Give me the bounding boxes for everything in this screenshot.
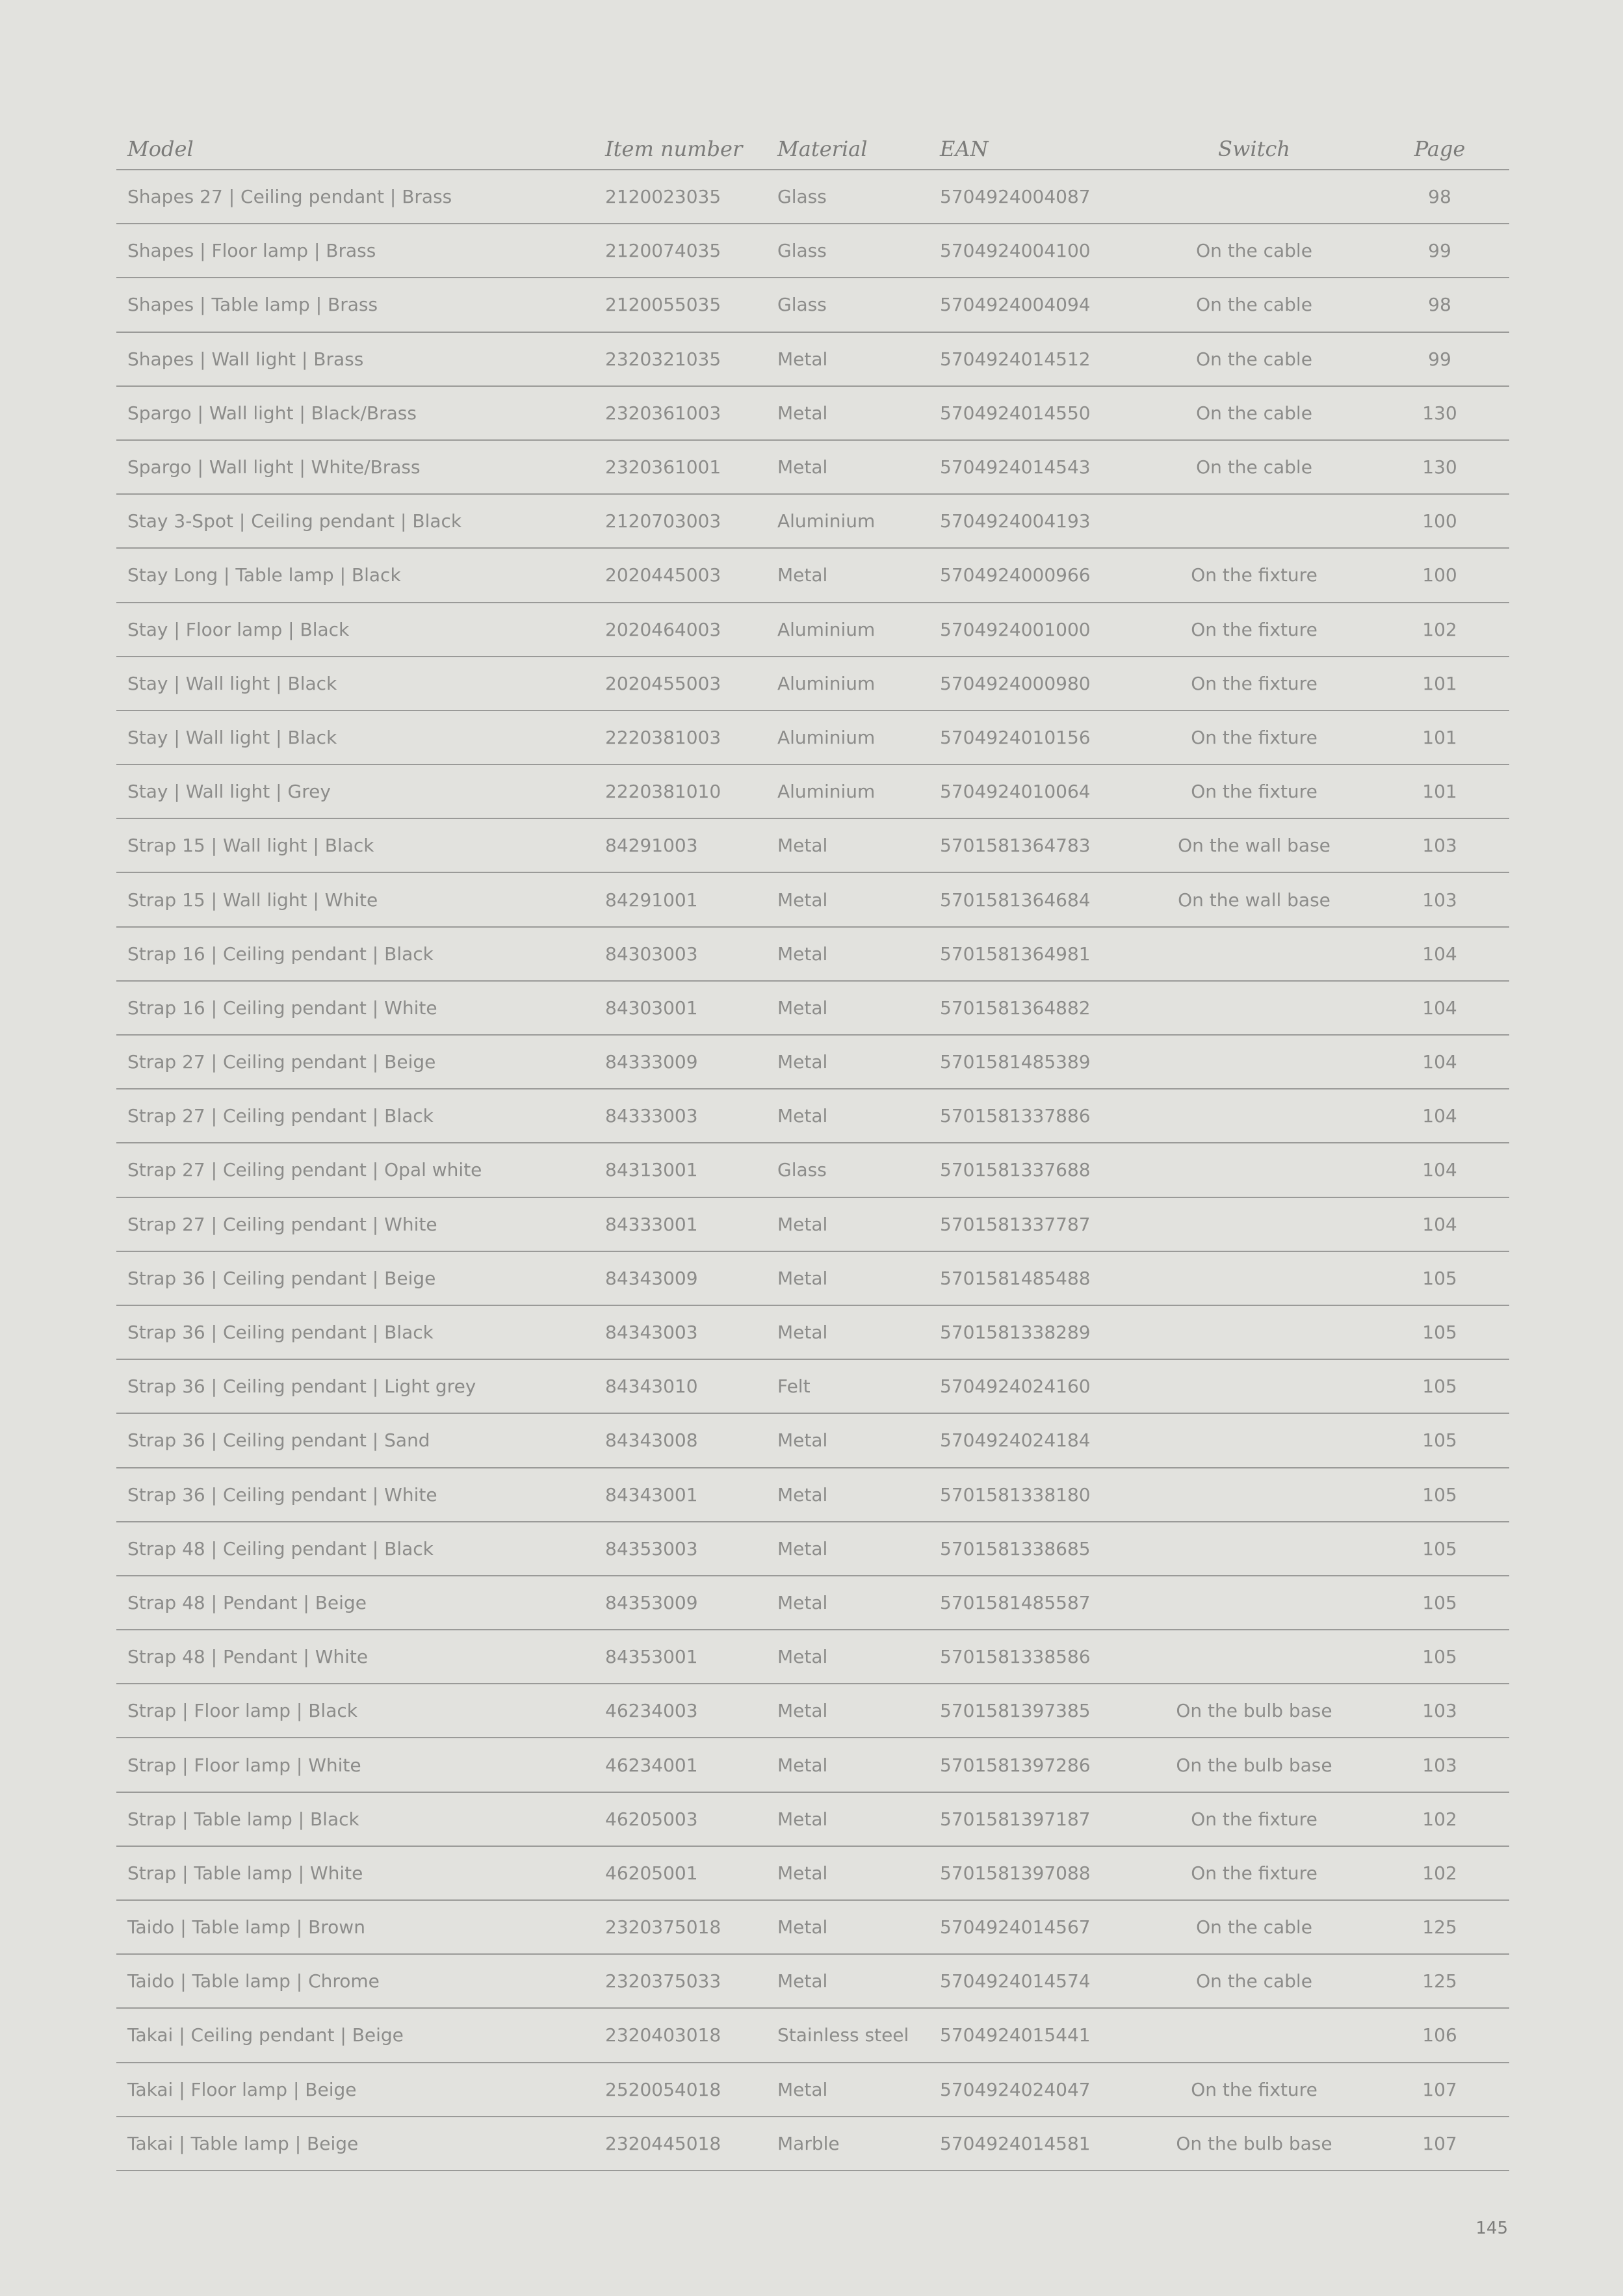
cell-switch: On the bulb base xyxy=(1138,2117,1370,2171)
cell-material: Metal xyxy=(777,1035,940,1089)
cell-page: 105 xyxy=(1370,1251,1509,1305)
cell-switch: On the fixture xyxy=(1138,603,1370,657)
cell-page: 125 xyxy=(1370,1900,1509,1954)
cell-switch xyxy=(1138,1413,1370,1467)
table-row xyxy=(116,1522,1509,1576)
table-row xyxy=(116,1251,1509,1305)
cell-switch: On the cable xyxy=(1138,278,1370,332)
cell-switch: On the fixture xyxy=(1138,711,1370,764)
cell-item-number: 46205001 xyxy=(605,1846,777,1900)
cell-item-number: 84333009 xyxy=(605,1035,777,1089)
cell-model: Strap 15 | Wall light | White xyxy=(116,872,605,926)
table-row xyxy=(116,2008,1509,2062)
cell-switch xyxy=(1138,1143,1370,1197)
cell-material: Aluminium xyxy=(777,711,940,764)
cell-model: Strap 27 | Ceiling pendant | Opal white xyxy=(116,1143,605,1197)
cell-model: Strap 48 | Pendant | Beige xyxy=(116,1576,605,1630)
cell-item-number: 2320361001 xyxy=(605,440,777,494)
cell-material: Metal xyxy=(777,1900,940,1954)
cell-ean: 5701581337688 xyxy=(940,1143,1138,1197)
table-row xyxy=(116,981,1509,1035)
cell-item-number: 84291001 xyxy=(605,872,777,926)
cell-page: 98 xyxy=(1370,170,1509,224)
cell-switch xyxy=(1138,1197,1370,1251)
cell-material: Metal xyxy=(777,386,940,440)
cell-item-number: 2520054018 xyxy=(605,2063,777,2117)
table-row xyxy=(116,927,1509,981)
cell-model: Strap 36 | Ceiling pendant | Black xyxy=(116,1305,605,1359)
cell-ean: 5704924000980 xyxy=(940,657,1138,711)
cell-page: 102 xyxy=(1370,1792,1509,1846)
cell-ean: 5704924004100 xyxy=(940,224,1138,278)
cell-model: Strap | Table lamp | Black xyxy=(116,1792,605,1846)
cell-model: Stay | Floor lamp | Black xyxy=(116,603,605,657)
cell-switch xyxy=(1138,981,1370,1035)
cell-page: 102 xyxy=(1370,603,1509,657)
cell-ean: 5704924004193 xyxy=(940,494,1138,548)
cell-material: Metal xyxy=(777,1251,940,1305)
cell-material: Metal xyxy=(777,927,940,981)
table-row xyxy=(116,2117,1509,2171)
cell-page: 105 xyxy=(1370,1468,1509,1522)
table-row xyxy=(116,170,1509,224)
column-header-page: Page xyxy=(1370,117,1509,170)
column-header-ean: EAN xyxy=(940,117,1138,170)
cell-ean: 5704924014543 xyxy=(940,440,1138,494)
cell-model: Taido | Table lamp | Brown xyxy=(116,1900,605,1954)
cell-switch xyxy=(1138,2008,1370,2062)
cell-ean: 5704924001000 xyxy=(940,603,1138,657)
cell-material: Felt xyxy=(777,1359,940,1413)
cell-model: Taido | Table lamp | Chrome xyxy=(116,1954,605,2008)
cell-material: Metal xyxy=(777,1630,940,1684)
cell-page: 105 xyxy=(1370,1576,1509,1630)
cell-material: Metal xyxy=(777,548,940,602)
table-row xyxy=(116,711,1509,764)
cell-page: 103 xyxy=(1370,872,1509,926)
cell-switch xyxy=(1138,1305,1370,1359)
cell-model: Takai | Table lamp | Beige xyxy=(116,2117,605,2171)
cell-page: 105 xyxy=(1370,1630,1509,1684)
table-row xyxy=(116,1468,1509,1522)
cell-ean: 5701581364882 xyxy=(940,981,1138,1035)
cell-switch: On the wall base xyxy=(1138,872,1370,926)
cell-switch: On the fixture xyxy=(1138,764,1370,818)
cell-switch: On the cable xyxy=(1138,386,1370,440)
cell-material: Glass xyxy=(777,278,940,332)
table-row xyxy=(116,1035,1509,1089)
cell-model: Strap 36 | Ceiling pendant | Sand xyxy=(116,1413,605,1467)
cell-ean: 5701581397088 xyxy=(940,1846,1138,1900)
cell-ean: 5701581485488 xyxy=(940,1251,1138,1305)
cell-item-number: 84303003 xyxy=(605,927,777,981)
table-row xyxy=(116,1630,1509,1684)
cell-material: Metal xyxy=(777,1846,940,1900)
cell-model: Stay | Wall light | Grey xyxy=(116,764,605,818)
table-row xyxy=(116,1738,1509,1792)
cell-ean: 5704924014574 xyxy=(940,1954,1138,2008)
cell-switch: On the bulb base xyxy=(1138,1738,1370,1792)
cell-item-number: 84343003 xyxy=(605,1305,777,1359)
cell-ean: 5701581364783 xyxy=(940,818,1138,872)
table-body xyxy=(116,170,1509,2171)
cell-material: Metal xyxy=(777,1576,940,1630)
cell-model: Shapes 27 | Ceiling pendant | Brass xyxy=(116,170,605,224)
table-row xyxy=(116,1359,1509,1413)
cell-ean: 5704924004087 xyxy=(940,170,1138,224)
cell-page: 99 xyxy=(1370,224,1509,278)
cell-page: 101 xyxy=(1370,711,1509,764)
cell-switch xyxy=(1138,494,1370,548)
cell-switch: On the fixture xyxy=(1138,2063,1370,2117)
cell-model: Takai | Ceiling pendant | Beige xyxy=(116,2008,605,2062)
cell-ean: 5704924024160 xyxy=(940,1359,1138,1413)
table-row xyxy=(116,224,1509,278)
cell-switch: On the cable xyxy=(1138,332,1370,386)
cell-item-number: 2120074035 xyxy=(605,224,777,278)
cell-material: Glass xyxy=(777,170,940,224)
cell-material: Metal xyxy=(777,1089,940,1143)
cell-item-number: 2320403018 xyxy=(605,2008,777,2062)
cell-model: Shapes | Table lamp | Brass xyxy=(116,278,605,332)
cell-switch: On the bulb base xyxy=(1138,1684,1370,1738)
cell-ean: 5704924024184 xyxy=(940,1413,1138,1467)
cell-material: Metal xyxy=(777,1413,940,1467)
cell-switch: On the cable xyxy=(1138,1954,1370,2008)
cell-item-number: 46234001 xyxy=(605,1738,777,1792)
table-row xyxy=(116,872,1509,926)
cell-page: 105 xyxy=(1370,1522,1509,1576)
cell-model: Spargo | Wall light | Black/Brass xyxy=(116,386,605,440)
table-row xyxy=(116,1143,1509,1197)
cell-model: Stay | Wall light | Black xyxy=(116,711,605,764)
cell-item-number: 84333001 xyxy=(605,1197,777,1251)
cell-material: Metal xyxy=(777,332,940,386)
cell-item-number: 84353001 xyxy=(605,1630,777,1684)
cell-item-number: 2320321035 xyxy=(605,332,777,386)
cell-model: Stay | Wall light | Black xyxy=(116,657,605,711)
table-row xyxy=(116,278,1509,332)
cell-page: 98 xyxy=(1370,278,1509,332)
cell-item-number: 2220381010 xyxy=(605,764,777,818)
cell-switch xyxy=(1138,1576,1370,1630)
cell-page: 100 xyxy=(1370,548,1509,602)
cell-item-number: 2320375033 xyxy=(605,1954,777,2008)
cell-switch xyxy=(1138,1089,1370,1143)
cell-page: 103 xyxy=(1370,1684,1509,1738)
cell-material: Metal xyxy=(777,1792,940,1846)
cell-model: Strap 16 | Ceiling pendant | Black xyxy=(116,927,605,981)
cell-material: Aluminium xyxy=(777,603,940,657)
cell-material: Metal xyxy=(777,1305,940,1359)
table-row xyxy=(116,818,1509,872)
cell-item-number: 46205003 xyxy=(605,1792,777,1846)
cell-ean: 5704924000966 xyxy=(940,548,1138,602)
cell-model: Strap 15 | Wall light | Black xyxy=(116,818,605,872)
cell-switch: On the cable xyxy=(1138,1900,1370,1954)
cell-page: 104 xyxy=(1370,1089,1509,1143)
cell-page: 105 xyxy=(1370,1305,1509,1359)
cell-item-number: 2120703003 xyxy=(605,494,777,548)
cell-item-number: 84343008 xyxy=(605,1413,777,1467)
cell-material: Metal xyxy=(777,981,940,1035)
cell-material: Stainless steel xyxy=(777,2008,940,2062)
cell-page: 104 xyxy=(1370,1035,1509,1089)
table-row xyxy=(116,2063,1509,2117)
cell-item-number: 84303001 xyxy=(605,981,777,1035)
cell-material: Metal xyxy=(777,2063,940,2117)
table-row xyxy=(116,1305,1509,1359)
cell-item-number: 2020455003 xyxy=(605,657,777,711)
cell-page: 101 xyxy=(1370,657,1509,711)
cell-item-number: 2120055035 xyxy=(605,278,777,332)
cell-model: Spargo | Wall light | White/Brass xyxy=(116,440,605,494)
cell-page: 103 xyxy=(1370,818,1509,872)
cell-model: Strap 48 | Ceiling pendant | Black xyxy=(116,1522,605,1576)
cell-switch xyxy=(1138,1630,1370,1684)
cell-page: 106 xyxy=(1370,2008,1509,2062)
cell-ean: 5704924014581 xyxy=(940,2117,1138,2171)
cell-switch xyxy=(1138,927,1370,981)
cell-switch: On the fixture xyxy=(1138,1846,1370,1900)
cell-page: 125 xyxy=(1370,1954,1509,2008)
cell-model: Strap 27 | Ceiling pendant | Black xyxy=(116,1089,605,1143)
cell-material: Glass xyxy=(777,1143,940,1197)
cell-switch: On the fixture xyxy=(1138,1792,1370,1846)
cell-item-number: 84313001 xyxy=(605,1143,777,1197)
cell-switch: On the fixture xyxy=(1138,548,1370,602)
cell-material: Glass xyxy=(777,224,940,278)
cell-page: 102 xyxy=(1370,1846,1509,1900)
cell-ean: 5701581338289 xyxy=(940,1305,1138,1359)
cell-page: 104 xyxy=(1370,927,1509,981)
cell-item-number: 2320375018 xyxy=(605,1900,777,1954)
product-table xyxy=(116,117,1509,2171)
cell-model: Strap | Floor lamp | White xyxy=(116,1738,605,1792)
cell-material: Metal xyxy=(777,1522,940,1576)
cell-page: 104 xyxy=(1370,1143,1509,1197)
table-header-row xyxy=(116,117,1509,170)
table-row xyxy=(116,1684,1509,1738)
cell-switch xyxy=(1138,1522,1370,1576)
cell-page: 100 xyxy=(1370,494,1509,548)
cell-ean: 5704924004094 xyxy=(940,278,1138,332)
cell-item-number: 46234003 xyxy=(605,1684,777,1738)
cell-page: 105 xyxy=(1370,1359,1509,1413)
cell-page: 130 xyxy=(1370,440,1509,494)
cell-ean: 5701581397385 xyxy=(940,1684,1138,1738)
cell-ean: 5701581337787 xyxy=(940,1197,1138,1251)
cell-model: Stay 3-Spot | Ceiling pendant | Black xyxy=(116,494,605,548)
cell-page: 104 xyxy=(1370,981,1509,1035)
cell-item-number: 84353003 xyxy=(605,1522,777,1576)
cell-item-number: 84343009 xyxy=(605,1251,777,1305)
cell-ean: 5701581364684 xyxy=(940,872,1138,926)
cell-page: 104 xyxy=(1370,1197,1509,1251)
cell-switch xyxy=(1138,1035,1370,1089)
page-number: 145 xyxy=(1475,2219,1508,2238)
cell-item-number: 84333003 xyxy=(605,1089,777,1143)
cell-ean: 5704924010156 xyxy=(940,711,1138,764)
cell-ean: 5704924010064 xyxy=(940,764,1138,818)
cell-model: Strap | Table lamp | White xyxy=(116,1846,605,1900)
cell-switch xyxy=(1138,1251,1370,1305)
cell-model: Strap 36 | Ceiling pendant | White xyxy=(116,1468,605,1522)
cell-model: Strap 27 | Ceiling pendant | Beige xyxy=(116,1035,605,1089)
table-row xyxy=(116,548,1509,602)
cell-model: Shapes | Wall light | Brass xyxy=(116,332,605,386)
cell-item-number: 2120023035 xyxy=(605,170,777,224)
table-row xyxy=(116,1792,1509,1846)
cell-ean: 5701581338586 xyxy=(940,1630,1138,1684)
cell-item-number: 84343001 xyxy=(605,1468,777,1522)
cell-model: Strap 36 | Ceiling pendant | Light grey xyxy=(116,1359,605,1413)
cell-material: Metal xyxy=(777,1197,940,1251)
cell-ean: 5701581364981 xyxy=(940,927,1138,981)
cell-page: 107 xyxy=(1370,2117,1509,2171)
cell-switch: On the cable xyxy=(1138,440,1370,494)
cell-material: Metal xyxy=(777,1738,940,1792)
cell-ean: 5701581485587 xyxy=(940,1576,1138,1630)
product-table-container xyxy=(116,117,1509,2171)
cell-switch xyxy=(1138,1468,1370,1522)
cell-switch: On the wall base xyxy=(1138,818,1370,872)
table-row xyxy=(116,764,1509,818)
cell-model: Shapes | Floor lamp | Brass xyxy=(116,224,605,278)
cell-switch xyxy=(1138,1359,1370,1413)
cell-page: 99 xyxy=(1370,332,1509,386)
cell-model: Strap 36 | Ceiling pendant | Beige xyxy=(116,1251,605,1305)
cell-page: 105 xyxy=(1370,1413,1509,1467)
cell-item-number: 2320361003 xyxy=(605,386,777,440)
cell-item-number: 2220381003 xyxy=(605,711,777,764)
cell-ean: 5704924014567 xyxy=(940,1900,1138,1954)
cell-ean: 5701581397286 xyxy=(940,1738,1138,1792)
table-row xyxy=(116,603,1509,657)
cell-item-number: 2020464003 xyxy=(605,603,777,657)
cell-ean: 5701581337886 xyxy=(940,1089,1138,1143)
cell-ean: 5704924015441 xyxy=(940,2008,1138,2062)
cell-model: Takai | Floor lamp | Beige xyxy=(116,2063,605,2117)
cell-ean: 5701581338180 xyxy=(940,1468,1138,1522)
cell-page: 130 xyxy=(1370,386,1509,440)
cell-model: Strap | Floor lamp | Black xyxy=(116,1684,605,1738)
column-header-item-number: Item number xyxy=(605,117,777,170)
cell-material: Metal xyxy=(777,872,940,926)
cell-ean: 5701581338685 xyxy=(940,1522,1138,1576)
cell-item-number: 84343010 xyxy=(605,1359,777,1413)
cell-material: Marble xyxy=(777,2117,940,2171)
table-row xyxy=(116,1576,1509,1630)
table-row xyxy=(116,494,1509,548)
cell-ean: 5704924014550 xyxy=(940,386,1138,440)
cell-model: Strap 48 | Pendant | White xyxy=(116,1630,605,1684)
cell-page: 103 xyxy=(1370,1738,1509,1792)
cell-model: Stay Long | Table lamp | Black xyxy=(116,548,605,602)
cell-item-number: 2320445018 xyxy=(605,2117,777,2171)
table-row xyxy=(116,1846,1509,1900)
cell-ean: 5701581397187 xyxy=(940,1792,1138,1846)
table-row xyxy=(116,657,1509,711)
cell-material: Metal xyxy=(777,1684,940,1738)
table-row xyxy=(116,1089,1509,1143)
table-row xyxy=(116,332,1509,386)
cell-model: Strap 16 | Ceiling pendant | White xyxy=(116,981,605,1035)
cell-material: Aluminium xyxy=(777,494,940,548)
table-row xyxy=(116,1954,1509,2008)
cell-material: Metal xyxy=(777,440,940,494)
table-row xyxy=(116,1197,1509,1251)
cell-ean: 5704924014512 xyxy=(940,332,1138,386)
cell-item-number: 84353009 xyxy=(605,1576,777,1630)
cell-material: Aluminium xyxy=(777,657,940,711)
column-header-material: Material xyxy=(777,117,940,170)
cell-switch xyxy=(1138,170,1370,224)
cell-ean: 5701581485389 xyxy=(940,1035,1138,1089)
table-row xyxy=(116,386,1509,440)
cell-item-number: 2020445003 xyxy=(605,548,777,602)
cell-material: Metal xyxy=(777,1468,940,1522)
cell-material: Metal xyxy=(777,818,940,872)
column-header-switch: Switch xyxy=(1138,117,1370,170)
cell-page: 101 xyxy=(1370,764,1509,818)
cell-item-number: 84291003 xyxy=(605,818,777,872)
cell-material: Aluminium xyxy=(777,764,940,818)
table-row xyxy=(116,1413,1509,1467)
cell-switch: On the fixture xyxy=(1138,657,1370,711)
cell-material: Metal xyxy=(777,1954,940,2008)
table-row xyxy=(116,440,1509,494)
cell-page: 107 xyxy=(1370,2063,1509,2117)
cell-model: Strap 27 | Ceiling pendant | White xyxy=(116,1197,605,1251)
cell-switch: On the cable xyxy=(1138,224,1370,278)
column-header-model: Model xyxy=(116,117,605,170)
cell-ean: 5704924024047 xyxy=(940,2063,1138,2117)
table-row xyxy=(116,1900,1509,1954)
